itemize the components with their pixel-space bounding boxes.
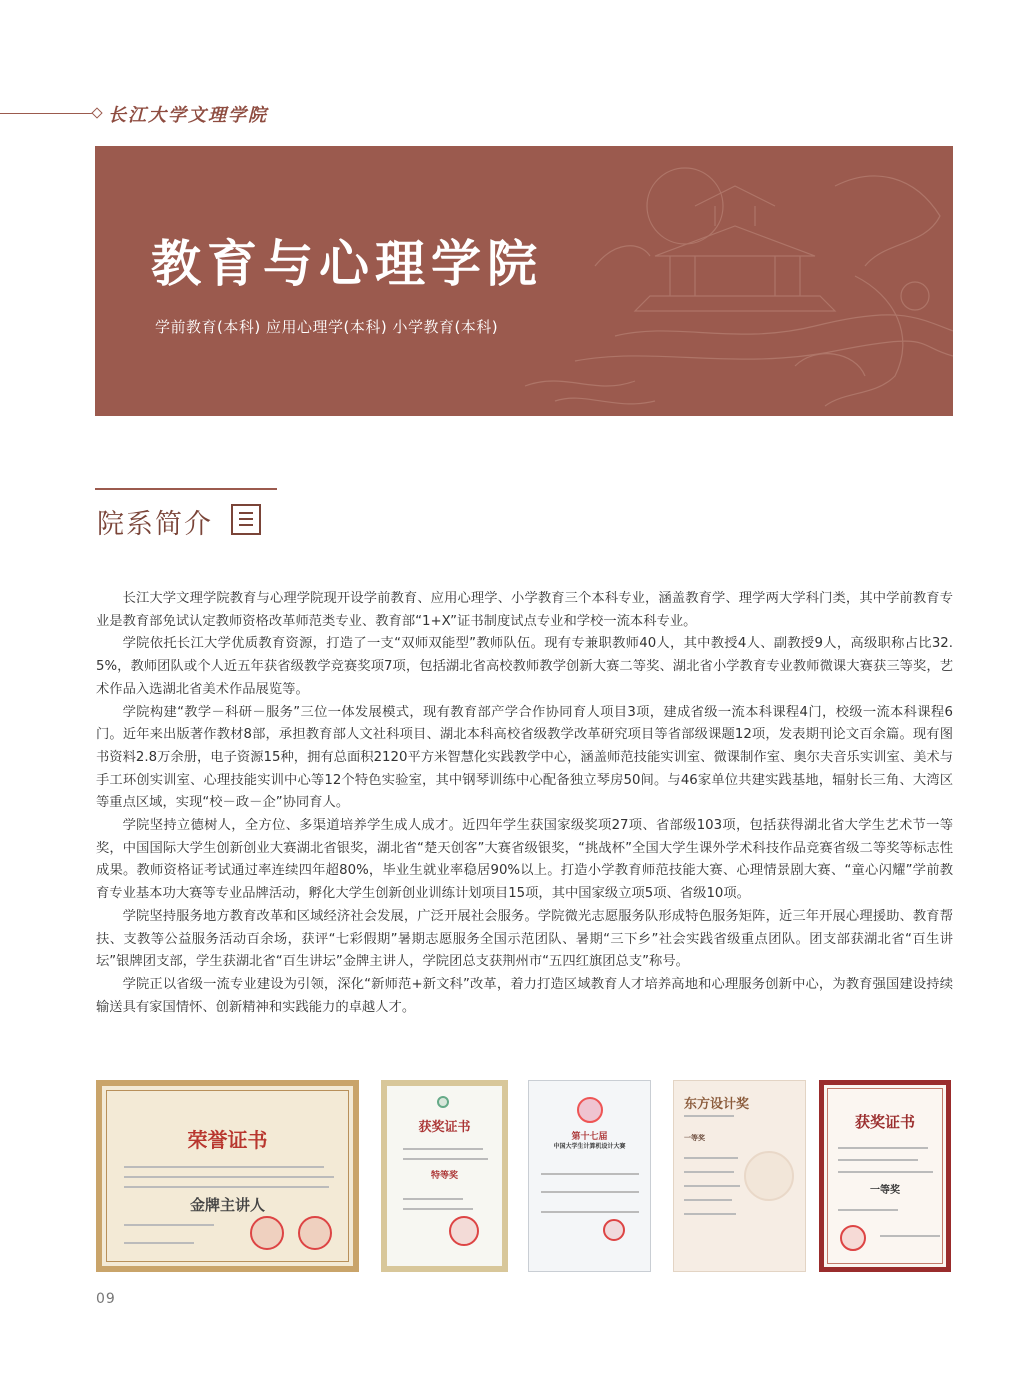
diamond-icon <box>91 107 102 118</box>
section-heading <box>95 488 280 548</box>
certificate-line: 金牌主讲人 <box>189 1196 265 1214</box>
college-title: 教育与心理学院 <box>151 234 543 293</box>
certificate-gallery <box>0 1080 1024 1275</box>
school-name: 长江大学文理学院 <box>108 105 268 126</box>
certificate-line: 一等奖 <box>684 1133 705 1142</box>
certificate-line: 特等奖 <box>430 1171 458 1181</box>
paragraph: 学院构建“教学－科研－服务”三位一体发展模式，现有教育部产学合作协同育人项目3项，建成省级一流本科课程4门，校级一流本科课程6门。近年来出版著作教材8部，承担教育部人文社科项目、湖北本科高校省级教学改革研究项目等省部级课题12项，发表期刊论文百余篇。现有图书资料2.8万余册，电子资源15种，拥有总面积2120平方米智慧化实践教学中心，涵盖师范技能实训室、微课制作室、奥尔夫音乐实训室、美术与手工环创实训室、心理技能实训中心等12个特色实验室，其中钢琴训练中心配备独立琴房50间。与46家单位共建实践基地，辐射长三角、大湾区等重点区域，实现“校－政－企”协同育人。 <box>96 704 953 811</box>
certificate-image <box>96 1080 359 1272</box>
running-header <box>0 100 300 130</box>
paragraph: 学院坚持立德树人，全方位、多渠道培养学生成人成才。近四年学生获国家级奖项27项、省部级103项，包括获得湖北省大学生艺术节一等奖，中国国际大学生创新创业大赛湖北省银奖，湖北省“楚天创客”大赛省级银奖，“挑战杯”全国大学生课外学术科技作品竞赛省级二等奖等标志性成果。教师资格证考试通过率连续四年超80%，毕业生就业率稳居90%以上。打造小学教育师范技能大赛、心理情景剧大赛、“童心闪耀”学前教育专业基本功大赛等专业品牌活动，孵化大学生创新创业训练计划项目15项，其中国家级立项5项、省级10项。 <box>96 818 953 902</box>
certificate-image <box>819 1080 951 1272</box>
introduction-body <box>96 588 953 1019</box>
certificate-title: 获奖证书 <box>854 1113 915 1131</box>
paragraph: 长江大学文理学院教育与心理学院现开设学前教育、应用心理学、小学教育三个本科专业，涵盖教育学、理学两大学科门类，其中学前教育专业是教育部免试认定教师资格改革师范类专业、教育部“1+X”证书制度试点专业和学校一流本科专业。 <box>96 591 953 629</box>
paragraph: 学院正以省级一流专业建设为引领，深化“新师范+新文科”改革，着力打造区域教育人才培养高地和心理服务创新中心，为教育强国建设持续输送具有家国情怀、创新精神和实践能力的卓越人才。 <box>96 976 953 1015</box>
certificate-image <box>381 1080 508 1272</box>
majors-list: 学前教育(本科) 应用心理学(本科) 小学教育(本科) <box>155 318 499 336</box>
document-list-icon <box>231 504 261 535</box>
certificate-title: 第十七届 <box>571 1132 608 1142</box>
certificate-title: 荣誉证书 <box>187 1128 268 1152</box>
page-number: 09 <box>96 1291 116 1307</box>
certificate-title: 东方设计奖 <box>684 1097 750 1112</box>
college-banner <box>95 146 953 416</box>
header-rule <box>0 113 92 114</box>
section-rule <box>95 488 277 490</box>
certificate-image <box>673 1080 806 1272</box>
section-title: 院系简介 <box>97 509 213 540</box>
certificate-title: 获奖证书 <box>418 1120 471 1135</box>
paragraph: 学院依托长江大学优质教育资源，打造了一支“双师双能型”教师队伍。现有专兼职教师40人，其中教授4人、副教授9人，高级职称占比32.5%，教师团队或个人近五年获省级教学竞赛奖项7项，包括湖北省高校教师教学创新大赛二等奖、湖北省小学教育专业教师微课大赛获三等奖，艺术作品入选湖北省美术作品展览等。 <box>96 636 953 697</box>
certificate-line: 中国大学生计算机设计大赛 <box>553 1143 626 1150</box>
certificate-line: 一等奖 <box>870 1185 900 1196</box>
certificate-image <box>528 1080 651 1272</box>
paragraph: 学院坚持服务地方教育改革和区域经济社会发展，广泛开展社会服务。学院微光志愿服务队形成特色服务矩阵，近三年开展心理援助、教育帮扶、支教等公益服务活动百余场，获评“七彩假期”暑期志愿服务全国示范团队、暑期“三下乡”社会实践省级重点团队。团支部获湖北省“百生讲坛”银牌团支部，学生获湖北省“百生讲坛”金牌主讲人，学院团总支获荆州市“五四红旗团总支”称号。 <box>96 908 953 970</box>
